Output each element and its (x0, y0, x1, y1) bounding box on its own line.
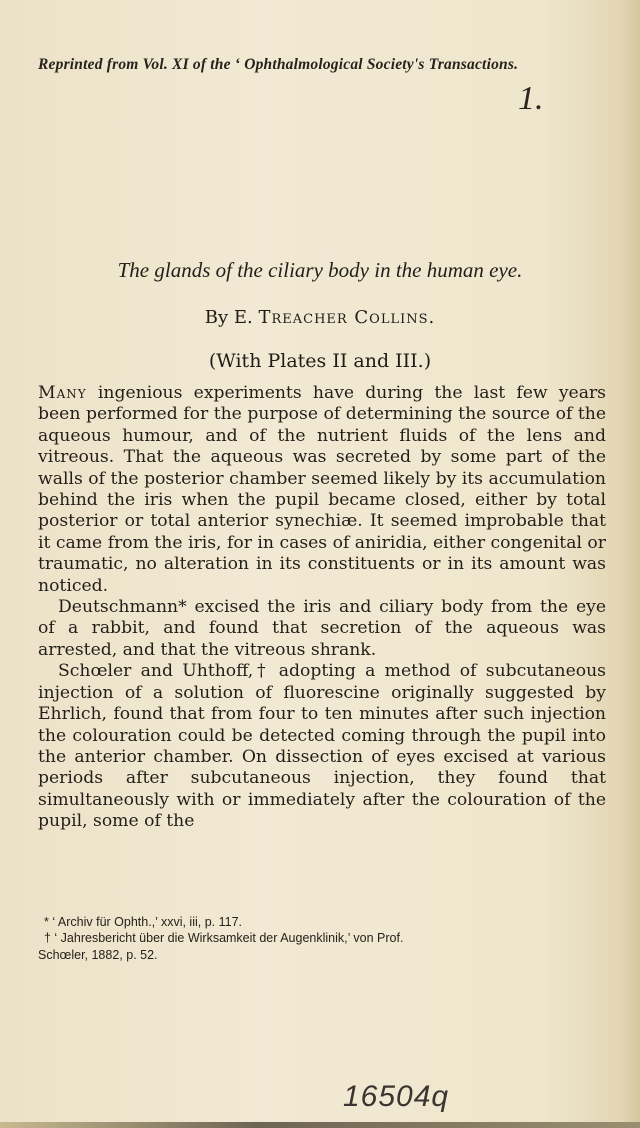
drop-lead-word: Many (38, 383, 87, 403)
footnote: † ‘ Jahresbericht über die Wirksamkeit der Augenklinik,’ von Prof. (44, 931, 404, 946)
paragraph (38, 383, 606, 597)
footnote-continuation: Schœler, 1882, p. 52. (38, 947, 158, 962)
article-body (38, 383, 606, 833)
page-number: 1. (518, 80, 544, 117)
paragraph: Deutschmann* excised the iris and ciliary body from the eye of a rabbit, and found that secretion of the aqueous was arrested, and that the vitreous shrank. (38, 597, 606, 660)
handwritten-shelfmark: 16504q (343, 1080, 450, 1113)
footnotes (38, 914, 606, 963)
article-title: The glands of the ciliary body in the human eye. (117, 258, 523, 282)
footnote: * ‘ Archiv für Ophth.,’ xxvi, iii, p. 117. (44, 915, 242, 929)
author-line (0, 307, 640, 328)
paragraph: Schœler and Uhthoff,† adopting a method of subcutaneous injection of a solution of fluorescine originally suggested by Ehrlich, found that from four to ten minutes after such injection the colouration could be detected coming through the pupil into the anterior chamber. On dissection of eyes excised at various periods after subcutaneous injection, they found that simultaneously with or immediately after the colouration of the pupil, some of the (38, 661, 606, 832)
reprint-notice: Reprinted from Vol. XI of the ‘ Ophthalmological Society's Transactions. (38, 56, 519, 73)
author-name: Treacher Collins. (258, 307, 436, 328)
paragraph-text: ingenious experiments have during the last few years been performed for the purpose of determining the source of the aqueous humour, and of the nutrient fluids of the lens and vitreous. That the aqueous was secreted by some part of the walls of the posterior chamber seemed likely by its accumulation behind the iris when the pupil became closed, either by total posterior or total anterior synechiæ. It seemed improbable that it came from the iris, for in cases of aniridia, either congenital or traumatic, no alteration in its constituents or in its amount was noticed. (38, 383, 606, 596)
page-bottom-edge (0, 1122, 640, 1128)
author-by: By E. (204, 307, 253, 328)
plates-note: (With Plates II and III.) (208, 350, 432, 372)
